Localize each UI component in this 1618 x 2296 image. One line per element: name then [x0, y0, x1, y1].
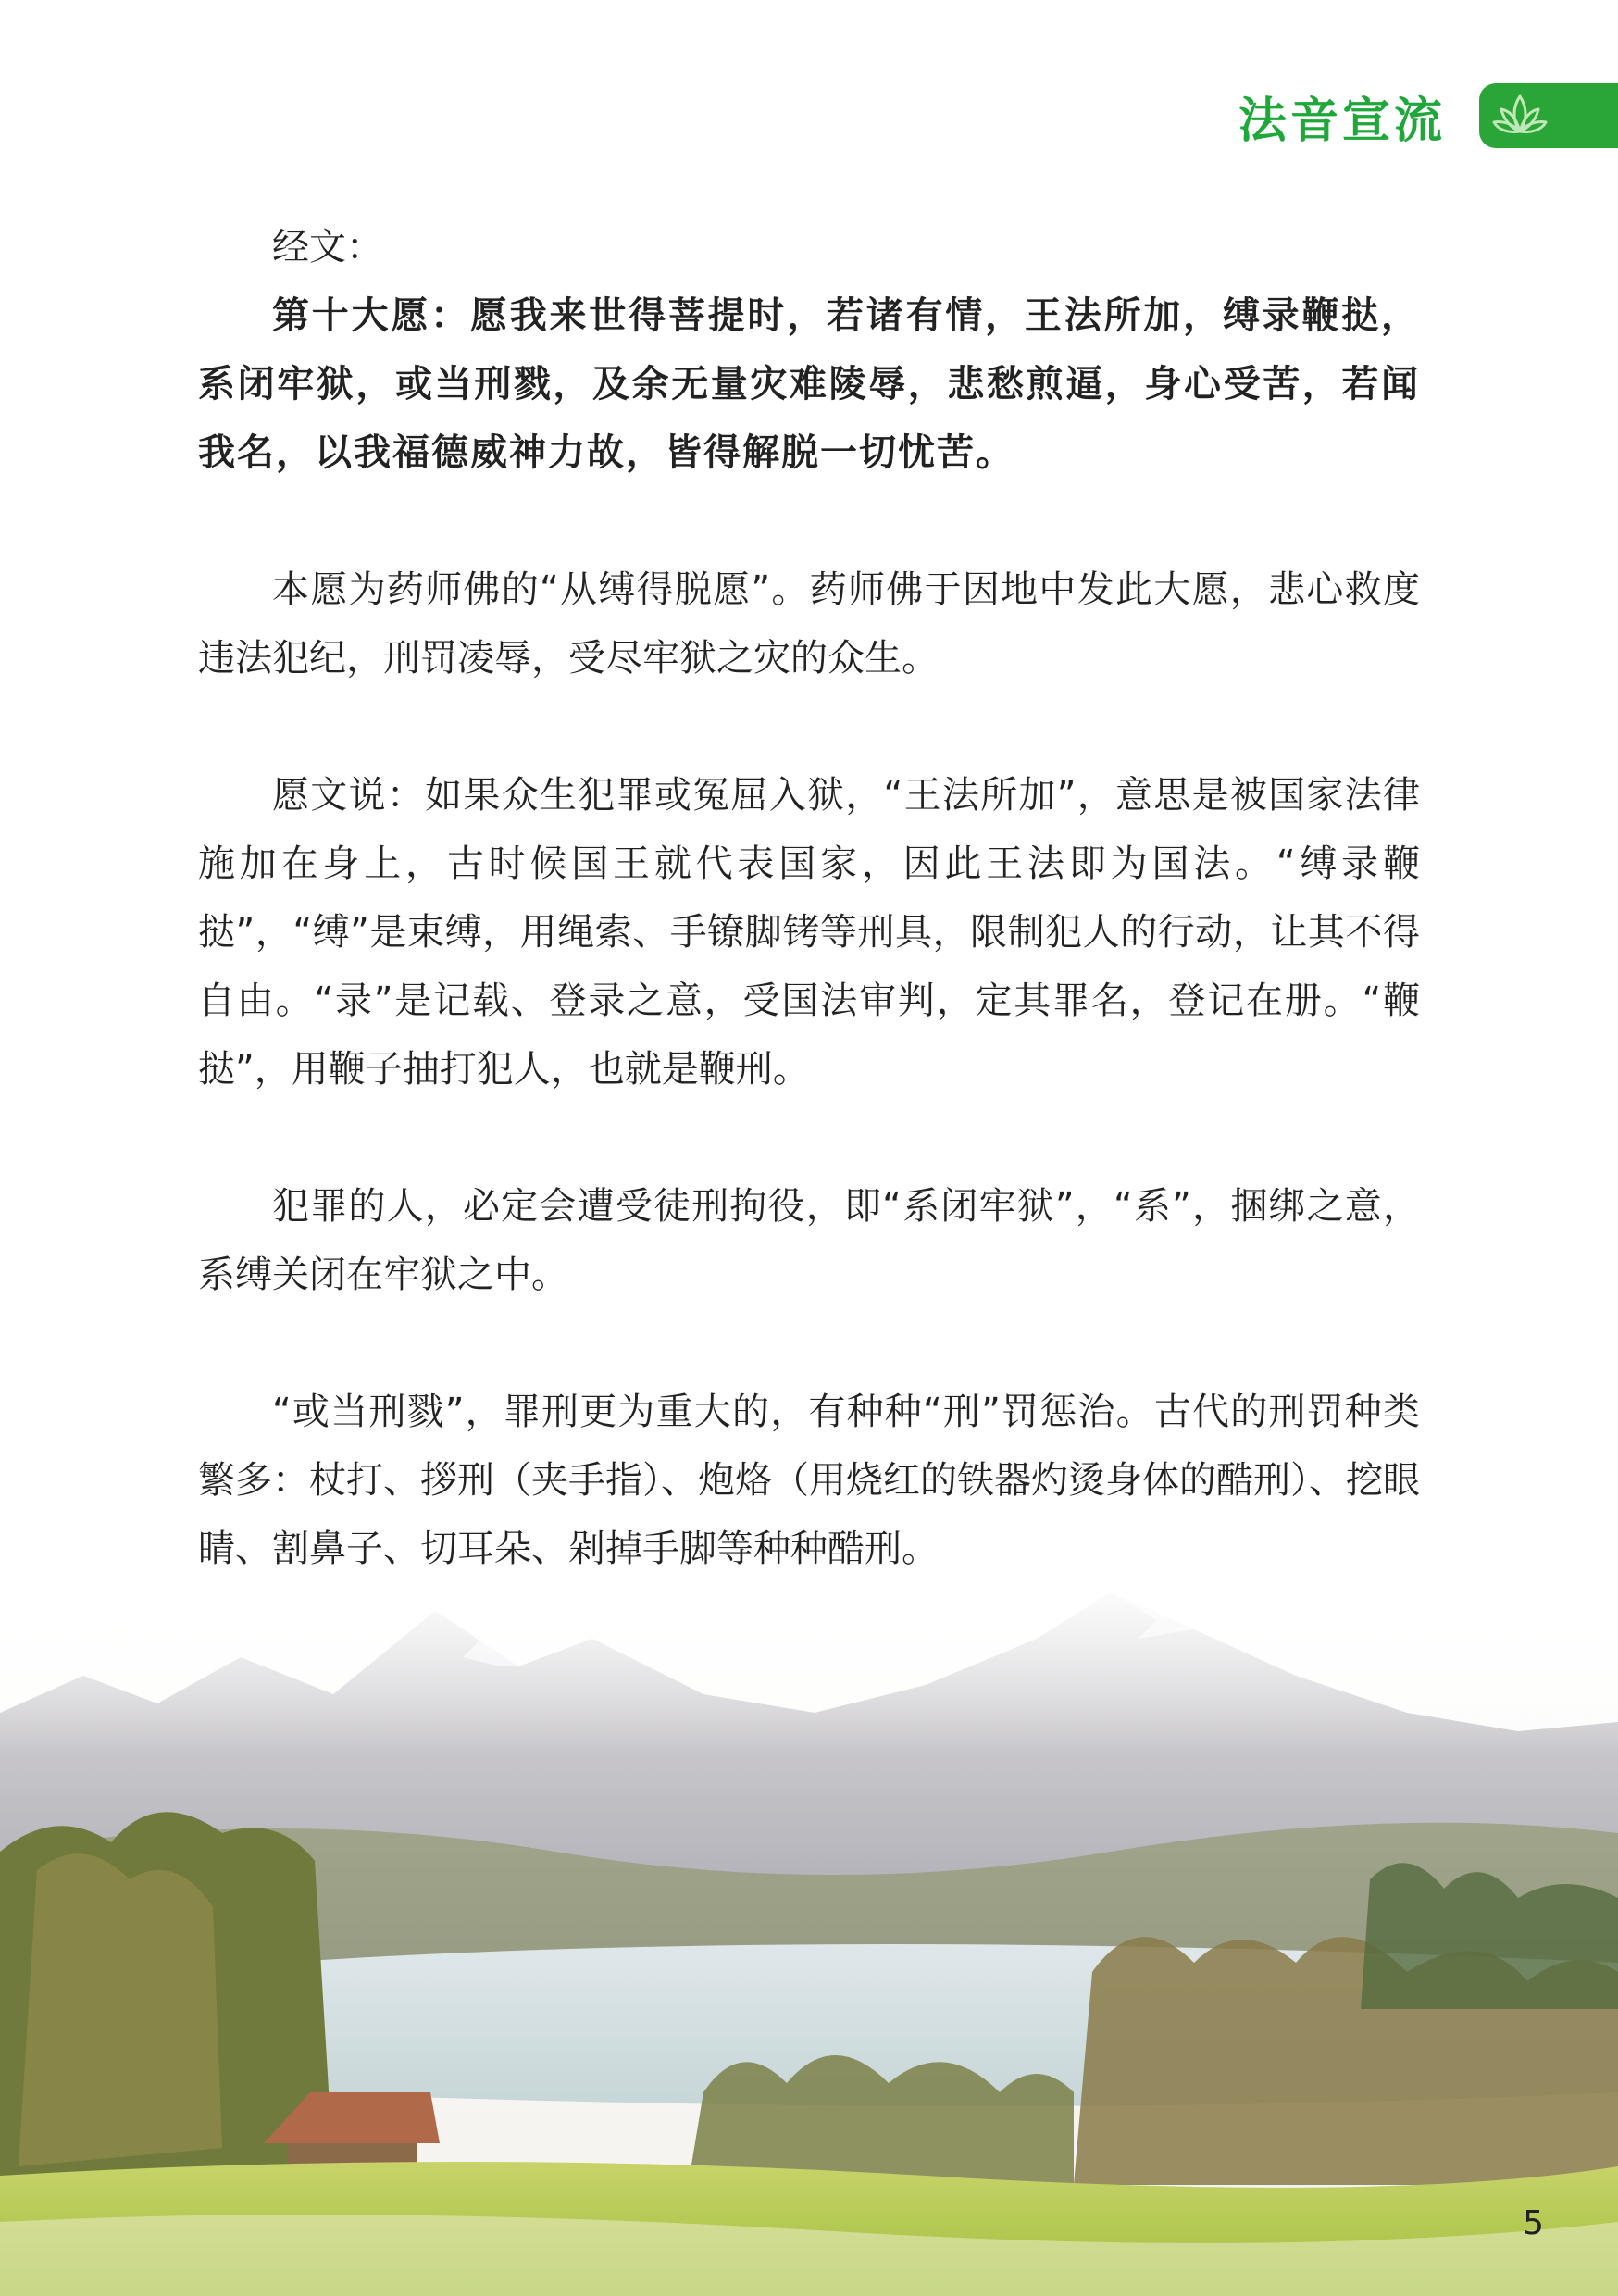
paragraph-2: 愿文说：如果众生犯罪或冤屈入狱，“王法所加”，意思是被国家法律施加在身上，古时候国王就代表国家，因此王法即为国法。“缚录鞭挞”，“缚”是束缚，用绳索、手镣脚铐等刑具，限制犯人的行动，让其不得自由。“录”是记载、登录之意，受国法审判，定其罪名，登记在册。“鞭挞”，用鞭子抽打犯人，也就是鞭刑。 [198, 774, 1420, 1091]
lotus-icon [1490, 91, 1550, 141]
section-header [1238, 83, 1618, 148]
section-tab [1479, 83, 1618, 148]
landscape-illustration [0, 1574, 1618, 2296]
page-number: 5 [1523, 2204, 1544, 2242]
sutra-label: 经文： [272, 226, 383, 268]
section-title: 法音宣流 [1238, 93, 1446, 149]
paragraph-4: “或当刑戮”，罪刑更为重大的，有种种“刑”罚惩治。古代的刑罚种类繁多：杖打、拶刑（夹手指）、炮烙（用烧红的铁器灼烫身体的酷刑）、挖眼睛、割鼻子、切耳朵、剁掉手脚等种种酷刑。 [198, 1391, 1420, 1570]
article-body [198, 213, 1420, 1583]
sutra-text: 第十大愿：愿我来世得菩提时，若诸有情，王法所加，缚录鞭挞，系闭牢狱，或当刑戮，及余无量灾难陵辱，悲愁煎逼，身心受苦，若闻我名，以我福德威神力故，皆得解脱一切忧苦。 [198, 293, 1420, 474]
paragraph-3: 犯罪的人，必定会遭受徒刑拘役，即“系闭牢狱”，“系”，捆绑之意，系缚关闭在牢狱之中。 [198, 1185, 1420, 1296]
paragraph-1: 本愿为药师佛的“从缚得脱愿”。药师佛于因地中发此大愿，悲心救度违法犯纪，刑罚凌辱，受尽牢狱之灾的众生。 [198, 568, 1420, 680]
